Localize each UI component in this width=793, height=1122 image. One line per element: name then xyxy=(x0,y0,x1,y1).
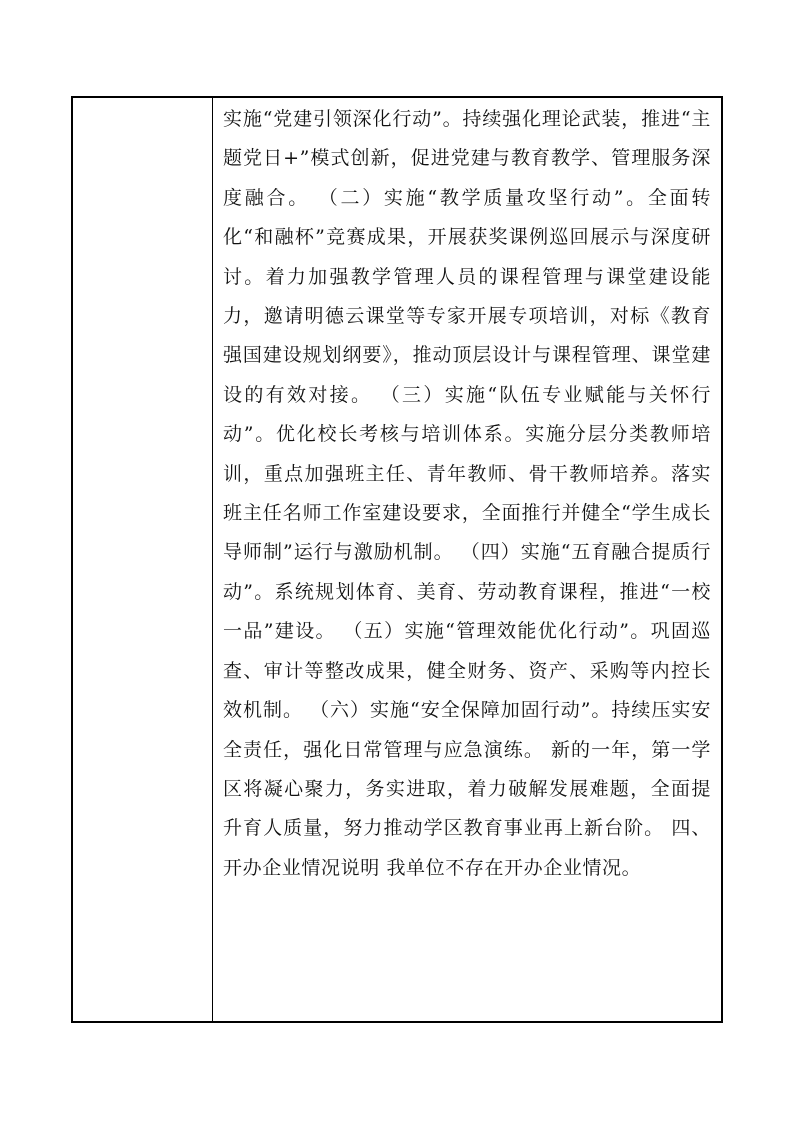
content-cell xyxy=(213,98,721,1021)
label-cell xyxy=(73,98,213,1021)
report-table xyxy=(71,96,723,1023)
body-text: 实施“党建引领深化行动”。持续强化理论武装，推进“主题党日+”模式创新，促进党建与教育教学、管理服务深度融合。 （二）实施“教学质量攻坚行动”。全面转化“和融杯”竞赛成果，开展获奖课例巡回展示与深度研讨。着力加强教学管理人员的课程管理与课堂建设能力，邀请明德云课堂等专家开展专项培训，对标《教育强国建设规划纲要》，推动顶层设计与课程管理、课堂建设的有效对接。 （三）实施“队伍专业赋能与关怀行动”。优化校长考核与培训体系。实施分层分类教师培训，重点加强班主任、青年教师、骨干教师培养。落实班主任名师工作室建设要求，全面推行并健全“学生成长导师制”运行与激励机制。 （四）实施“五育融合提质行动”。系统规划体育、美育、劳动教育课程，推进“一校一品”建设。 （五）实施“管理效能优化行动”。巩固巡查、审计等整改成果，健全财务、资产、采购等内控长效机制。 （六）实施“安全保障加固行动”。持续压实安全责任，强化日常管理与应急演练。 新的一年，第一学区将凝心聚力，务实进取，着力破解发展难题，全面提升育人质量，努力推动学区教育事业再上新台阶。 四、开办企业情况说明 我单位不存在开办企业情况。 xyxy=(223,108,711,879)
